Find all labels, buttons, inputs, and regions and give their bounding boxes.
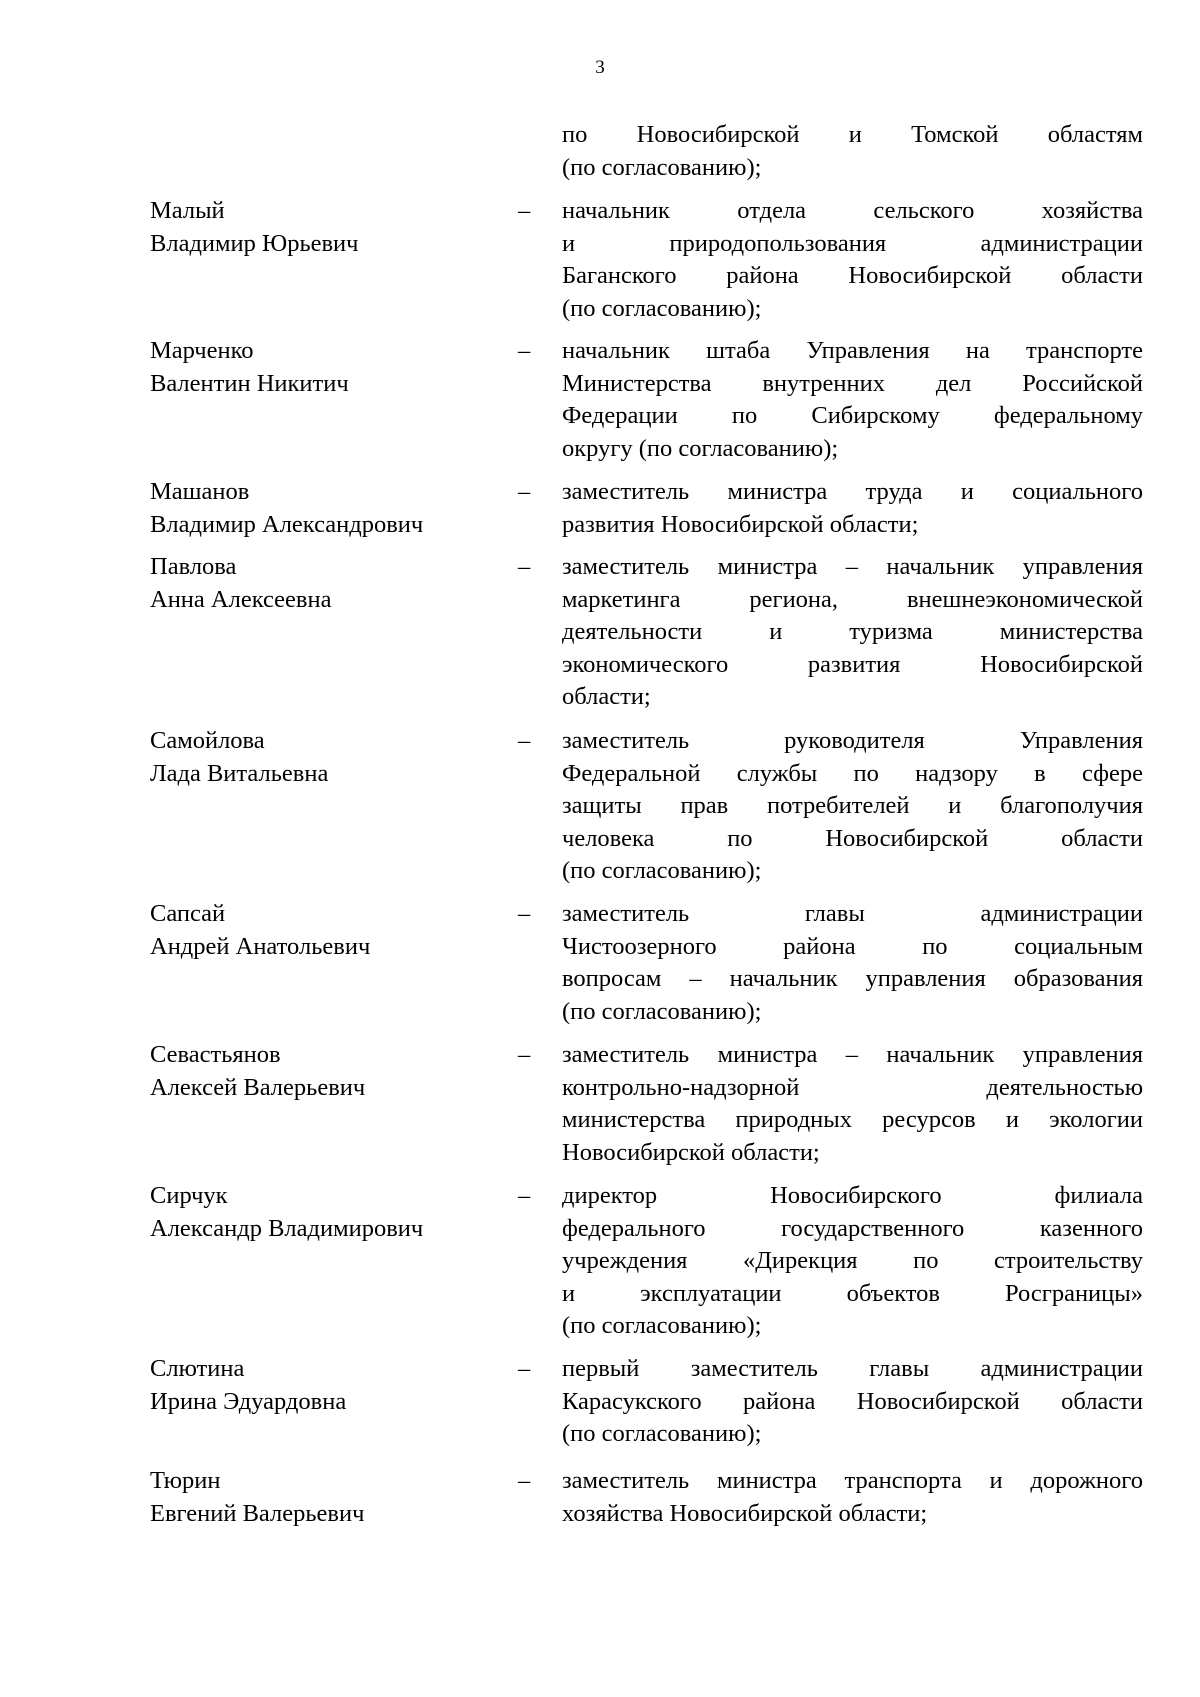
dash-separator: – (518, 1041, 531, 1068)
member-name-line: Самойлова (150, 727, 265, 754)
position-description-line: заместитель министра – начальник управления (562, 553, 1143, 580)
position-description-line: округу (по согласованию); (562, 434, 839, 462)
dash-separator: – (518, 337, 531, 364)
dash-separator: – (518, 1182, 531, 1209)
position-description-line: развития Новосибирской области; (562, 510, 919, 538)
dash-separator: – (518, 478, 531, 505)
position-description-line: начальник отдела сельского хозяйства (562, 197, 1143, 224)
position-description-line: (по согласованию); (562, 153, 762, 181)
dash-separator: – (518, 1467, 531, 1494)
position-description-line: (по согласованию); (562, 1312, 762, 1339)
position-description-line: экономического развития Новосибирской (562, 650, 1143, 678)
position-description-line: контрольно-надзорной деятельностью (562, 1073, 1143, 1101)
member-name-line: Павлова (150, 553, 237, 580)
position-description-line: заместитель главы администрации (562, 900, 1143, 927)
position-description-line: федерального государственного казенного (562, 1214, 1143, 1242)
position-description-line: области; (562, 683, 651, 710)
position-description-line: (по согласованию); (562, 997, 762, 1025)
position-description-line: учреждения «Дирекция по строительству (562, 1247, 1143, 1274)
position-description-line: Баганского района Новосибирской области (562, 262, 1143, 289)
member-name-line: Андрей Анатольевич (150, 932, 371, 960)
position-description-line: по Новосибирской и Томской областям (562, 121, 1143, 148)
position-description-line: и природопользования администрации (562, 229, 1143, 257)
position-description-line: Федеральной службы по надзору в сфере (562, 759, 1143, 787)
position-description-line: министерства природных ресурсов и экологии (562, 1106, 1143, 1133)
position-description-line: вопросам – начальник управления образования (562, 965, 1143, 992)
position-description-line: (по согласованию); (562, 294, 762, 322)
position-description-line: деятельности и туризма министерства (562, 618, 1143, 645)
dash-separator: – (518, 197, 531, 224)
member-name-line: Тюрин (150, 1467, 221, 1494)
position-description-line: заместитель министра транспорта и дорожного (562, 1467, 1143, 1494)
dash-separator: – (518, 727, 531, 754)
member-name-line: Ирина Эдуардовна (150, 1387, 347, 1415)
member-name-line: Евгений Валерьевич (150, 1499, 365, 1527)
member-name-line: Слютина (150, 1355, 245, 1382)
position-description-line: заместитель министра труда и социального (562, 478, 1143, 505)
dash-separator: – (518, 553, 531, 580)
member-name-line: Алексей Валерьевич (150, 1073, 366, 1101)
position-description-line: (по согласованию); (562, 857, 762, 884)
dash-separator: – (518, 1355, 531, 1382)
position-description-line: и эксплуатации объектов Росграницы» (562, 1279, 1143, 1307)
member-name-line: Малый (150, 197, 225, 224)
position-description-line: человека по Новосибирской области (562, 824, 1143, 852)
member-name-line: Лада Витальевна (150, 759, 329, 787)
member-name-line: Севастьянов (150, 1041, 281, 1068)
member-name-line: Валентин Никитич (150, 369, 349, 397)
member-name-line: Машанов (150, 478, 250, 505)
position-description-line: директор Новосибирского филиала (562, 1182, 1143, 1209)
position-description-line: маркетинга региона, внешнеэкономической (562, 585, 1143, 613)
member-name-line: Владимир Александрович (150, 510, 424, 538)
page-number: 3 (595, 57, 605, 78)
position-description-line: (по согласованию); (562, 1420, 762, 1447)
position-description-line: Карасукского района Новосибирской области (562, 1387, 1143, 1415)
position-description-line: защиты прав потребителей и благополучия (562, 792, 1143, 819)
member-name-line: Владимир Юрьевич (150, 229, 359, 257)
member-name-line: Александр Владимирович (150, 1214, 424, 1242)
position-description-line: Новосибирской области; (562, 1138, 820, 1166)
position-description-line: Федерации по Сибирскому федеральному (562, 402, 1143, 429)
position-description-line: заместитель министра – начальник управления (562, 1041, 1143, 1068)
member-name-line: Анна Алексеевна (150, 585, 332, 613)
position-description-line: начальник штаба Управления на транспорте (562, 337, 1143, 364)
dash-separator: – (518, 900, 531, 927)
member-name-line: Марченко (150, 337, 254, 364)
position-description-line: заместитель руководителя Управления (562, 727, 1143, 754)
position-description-line: первый заместитель главы администрации (562, 1355, 1143, 1382)
position-description-line: Чистоозерного района по социальным (562, 932, 1143, 960)
position-description-line: Министерства внутренних дел Российской (562, 369, 1143, 397)
member-name-line: Сирчук (150, 1182, 228, 1209)
member-name-line: Сапсай (150, 900, 226, 927)
position-description-line: хозяйства Новосибирской области; (562, 1499, 928, 1527)
